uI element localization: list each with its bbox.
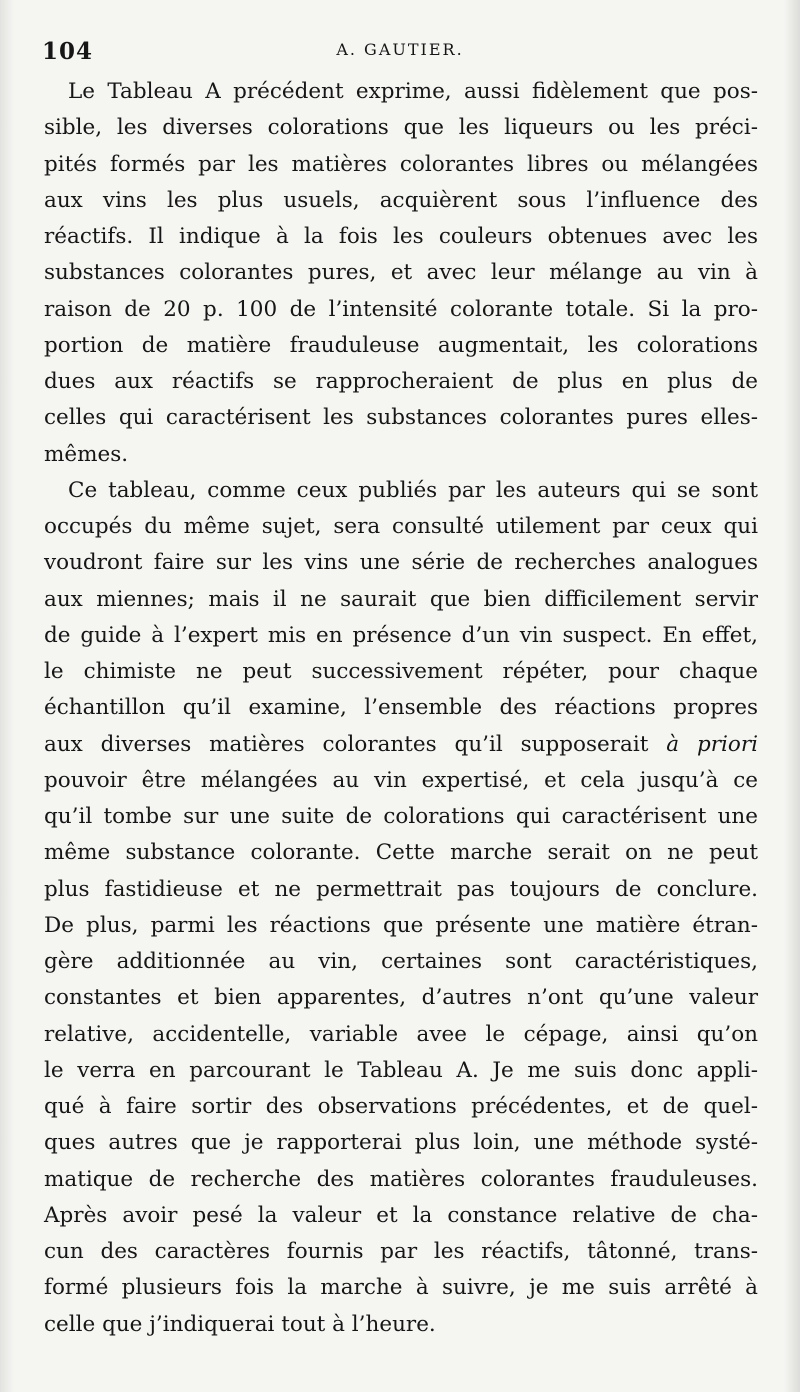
text-line: échantillon qu’il examine, l’ensemble des réactions propres (44, 695, 758, 721)
text-line: le verra en parcourant le Tableau A. Je me suis donc appli- (44, 1057, 758, 1083)
text-line: celles qui caractérisent les substances colorantes pures elles- (44, 405, 758, 431)
text-line: Le Tableau A précédent exprime, aussi fidèlement que pos- (68, 79, 758, 104)
text-line: aux vins les plus usuels, acquièrent sous l’influence des (44, 187, 758, 213)
italic-phrase: à priori (666, 731, 758, 757)
text-line: pouvoir être mélangées au vin expertisé, et cela jusqu’à ce (44, 767, 758, 793)
text-line: aux miennes; mais il ne saurait que bien difficilement servir (44, 586, 758, 612)
text-line: raison de 20 p. 100 de l’intensité colorante totale. Si la pro- (44, 296, 758, 322)
text-line: qué à faire sortir des observations précédentes, et de quel- (44, 1094, 758, 1119)
text-line: Ce tableau, comme ceux publiés par les auteurs qui se sont (68, 477, 758, 503)
text-line: cun des caractères fournis par les réactifs, tâtonné, trans- (44, 1239, 758, 1264)
text-line: sible, les diverses colorations que les liqueurs ou les préci- (44, 115, 758, 141)
body-text (44, 74, 758, 1343)
text-line: pités formés par les matières colorantes libres ou mélangées (44, 151, 758, 177)
text-line: celle que j’indiquerai tout à l’heure. (44, 1311, 436, 1337)
text-line: formé plusieurs fois la marche à suivre, je me suis arrêté à (44, 1275, 758, 1301)
text-line: plus fastidieuse et ne permettrait pas toujours de conclure. (44, 876, 758, 902)
text-line: le chimiste ne peut successivement répéter, pour chaque (44, 659, 758, 684)
text-line: qu’il tombe sur une suite de colorations qui caractérisent une (44, 804, 758, 829)
text-line: Après avoir pesé la valeur et la constance relative de cha- (44, 1202, 758, 1228)
text-line: constantes et bien apparentes, d’autres n’ont qu’une valeur (44, 985, 758, 1011)
text-line: gère additionnée au vin, certaines sont caractéristiques, (44, 949, 758, 974)
text-line: réactifs. Il indique à la fois les couleurs obtenues avec les (44, 224, 758, 249)
text-segment: aux diverses matières colorantes qu’il supposerait (44, 731, 649, 757)
text-line: ques autres que je rapporterai plus loin, une méthode systé- (44, 1130, 758, 1156)
text-line: même substance colorante. Cette marche serait on ne peut (44, 840, 758, 866)
text-line: relative, accidentelle, variable avee le cépage, ainsi qu’on (44, 1021, 758, 1047)
text-line: dues aux réactifs se rapprocheraient de plus en plus de (44, 369, 758, 394)
running-title: A. GAUTIER. (336, 40, 464, 59)
text-line: matique de recherche des matières colorantes frauduleuses. (44, 1166, 758, 1192)
text-line: De plus, parmi les réactions que présente une matière étran- (44, 912, 758, 938)
text-line: portion de matière frauduleuse augmentait, les colorations (44, 332, 758, 358)
text-line: mêmes. (44, 441, 129, 467)
text-line-with-italic (44, 727, 758, 763)
text-line: voudront faire sur les vins une série de recherches analogues (44, 550, 758, 576)
text-line: occupés du même sujet, sera consulté utilement par ceux qui (44, 514, 758, 539)
running-head (42, 38, 758, 65)
page-number: 104 (42, 38, 94, 65)
text-line: substances colorantes pures, et avec leur mélange au vin à (44, 260, 758, 286)
text-line: de guide à l’expert mis en présence d’un vin suspect. En effet, (44, 622, 758, 648)
